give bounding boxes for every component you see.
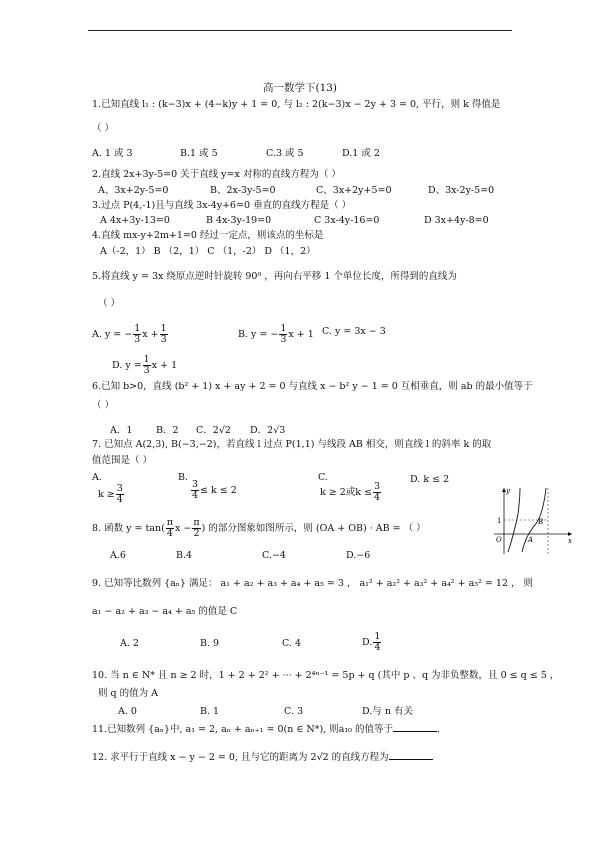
q2-text: 2.直线 2x+3y-5=0 关于直线 y=x 对称的直线方程为（ ） (92, 169, 341, 180)
q7-option-a: k ≥ $\frac{3}{4}$ (98, 483, 123, 505)
q1-option-d: D.1 或 2 (342, 148, 380, 159)
q7-option-d: D. k ≤ 2 (410, 474, 450, 485)
graph-label-y: y (506, 487, 510, 495)
q2-option-c: C、3x+2y+5=0 (316, 185, 392, 196)
graph-label-one: 1 (497, 517, 502, 525)
q5-option-a: A. y = − $\frac{1}{3}$ x + $\frac{1}{3}$ (92, 323, 167, 345)
q7-text-2: 值范围是（ ） (92, 455, 153, 466)
q6-option-a: A．1 (110, 425, 133, 436)
q3-option-d: D 3x+4y-8=0 (424, 215, 489, 226)
q6-option-c: C．2√2 (196, 425, 231, 436)
q2-option-b: B、2x-3y-5=0 (210, 185, 276, 196)
q8-option-d: D.−6 (346, 550, 371, 561)
q12-answer-blank[interactable] (389, 750, 433, 760)
q9-option-d: D. $\frac{1}{4}$ (362, 631, 381, 653)
page-title: 高一数学下(13) (262, 82, 338, 94)
q9-option-a: A. 2 (120, 638, 139, 649)
q8-option-a: A.6 (110, 550, 126, 561)
q3-text: 3.过点 P(4,-1)且与直线 3x-4y+6=0 垂直的直线方程是（ ） (92, 200, 352, 211)
q10-text-2: 则 q 的值为 A (98, 688, 159, 699)
q6-text: 6.已知 b>0，直线 (b² + 1) x + ay + 2 = 0 与直线 x − b² y − 1 = 0 互相垂直，则 ab 的最小值等于 (92, 381, 533, 392)
q2-option-a: A、3x+2y-5=0 (98, 185, 169, 196)
q1-paren: （ ） (92, 123, 115, 134)
q7-option-a-label: A. (92, 472, 102, 483)
q9-text: 9. 已知等比数列 {aₙ} 满足： a₁ + a₂ + a₃ + a₄ + a₅ = 3 ， a₁² + a₂² + a₃² + a₄² + a₅² = 12 ， 则 (92, 578, 533, 589)
q10-option-c: C. 3 (284, 706, 304, 717)
q2-option-d: D、3x-2y-5=0 (428, 185, 495, 196)
q9-option-b: B. 9 (200, 638, 220, 649)
q5-option-c: C. y = 3x − 3 (322, 326, 386, 337)
q11-answer-blank[interactable] (393, 722, 437, 732)
q1-text: 1.已知直线 l₁ : (k−3)x + (4−k)y + 1 = 0, 与 l₂ : 2(k−3)x − 2y + 3 = 0, 平行，则 k 得值是 (92, 99, 501, 110)
q3-option-c: C 3x-4y-16=0 (314, 215, 380, 226)
q8-option-b: B.4 (176, 550, 193, 561)
q12-text: 12. 求平行于直线 x − y − 2 = 0, 且与它的距离为 2√2 的直线方程为 (92, 750, 433, 764)
q7-option-c-label: C. (318, 472, 328, 483)
header-rule (88, 30, 512, 31)
graph-label-o: O (496, 536, 502, 544)
q1-option-b: B.1 或 5 (180, 148, 218, 159)
q8-option-c: C.−4 (262, 550, 286, 561)
q5-option-b: B. y = − $\frac{1}{3}$ x + 1 (238, 323, 314, 345)
graph-x-arrow (568, 532, 572, 536)
q10-option-d: D.与 n 有关 (362, 706, 413, 717)
q10-option-b: B. 1 (200, 706, 220, 717)
q1-option-a: A. 1 或 3 (92, 148, 133, 159)
q11-text: 11.已知数列 {aₙ}中, a₁ = 2, aₙ + aₙ₊₁ = 0(n ∈ N*), 则a₁₀ 的值等于 . (92, 724, 441, 735)
q4-text: 4.直线 mx-y+2m+1=0 经过一定点，则该点的坐标是 (92, 230, 324, 241)
q7-option-b-label: B. (178, 472, 189, 483)
q3-option-b: B 4x-3y-19=0 (206, 215, 272, 226)
q4-options: A（-2，1） B （2，1） C （1，-2） D （1，2） (100, 246, 316, 257)
q6-paren: （ ） (92, 400, 115, 411)
graph-label-b: B (538, 518, 544, 526)
graph-label-a: A (528, 536, 534, 544)
q9-text-2: a₁ − a₂ + a₃ − a₄ + a₅ 的值是 C (92, 606, 238, 617)
q5-text: 5.将直线 y = 3x 绕原点逆时针旋转 90⁰ ，再向右平移 1 个单位长度，所得到的直线为 (92, 271, 457, 282)
graph-label-x: x (568, 537, 572, 545)
q5-option-d: D. y = $\frac{1}{3}$ x + 1 (112, 354, 178, 376)
q6-option-d: D．2√3 (250, 425, 286, 436)
q3-option-a: A 4x+3y-13=0 (100, 215, 170, 226)
q1-option-c: C.3 或 5 (266, 148, 304, 159)
q7-text: 7. 已知点 A(2,3), B(−3,−2)，若直线 l 过点 P(1,1) 与线段 AB 相交，则直线 l 的斜率 k 的取 (92, 439, 492, 450)
q7-option-b: $\frac{3}{4}$ ≤ k ≤ 2 (192, 479, 237, 501)
q10-option-a: A. 0 (118, 706, 137, 717)
q10-text: 10. 当 n ∈ N* 且 n ≥ 2 时，1 + 2 + 2² + ··· + 2⁴ⁿ⁻¹ = 5p + q (其中 p 、q 为非负整数，且 0 ≤ q ≤ 5 ， (92, 670, 560, 681)
q7-option-c: k ≥ 2或k ≤ $\frac{3}{4}$ (320, 481, 381, 503)
q6-option-b: B．2 (156, 425, 179, 436)
q5-paren: （ ） (98, 298, 121, 309)
q9-option-c: C. 4 (282, 638, 302, 649)
q8-text: 8. 函数 y = tan( $\frac{\pi}{4}$ x − $\frac{\pi}{2}$ ) 的部分图象如图所示，则 (OA + OB) · AB = （ ） (92, 517, 426, 539)
tan-function-graph (492, 484, 574, 556)
